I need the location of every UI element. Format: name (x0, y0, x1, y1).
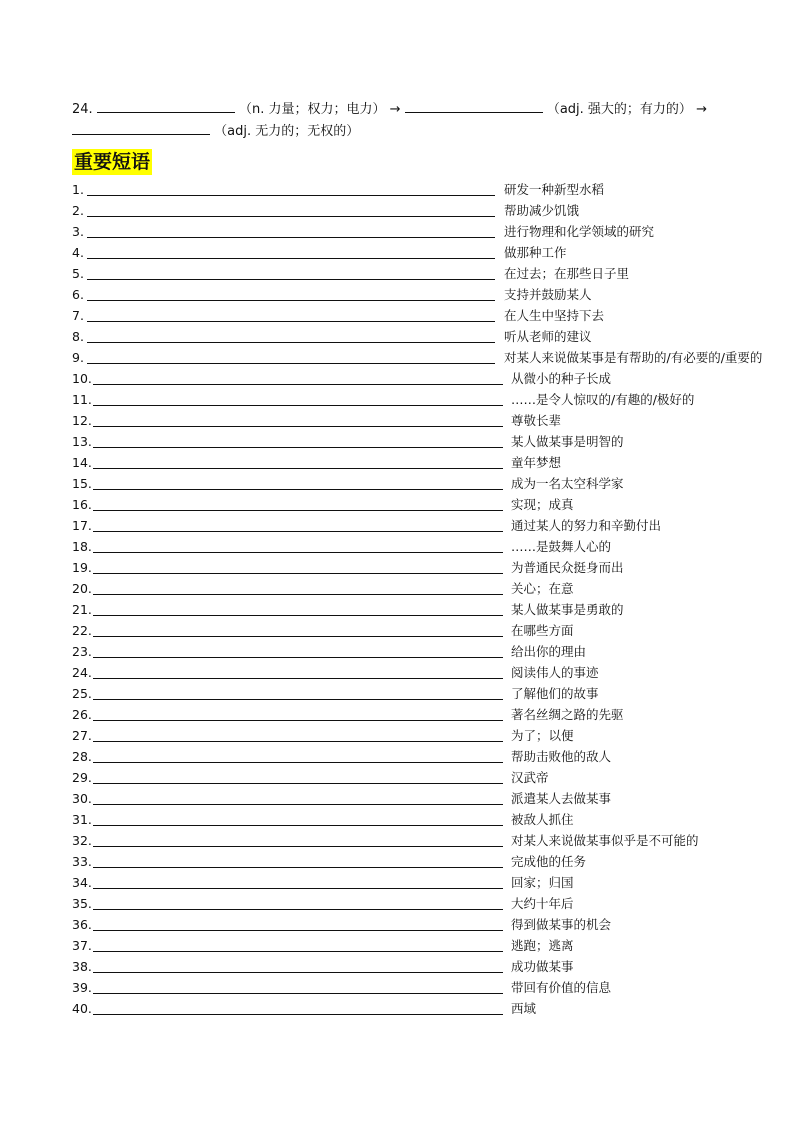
phrase-answer-blank[interactable] (93, 573, 503, 574)
phrase-number: 30. (72, 791, 92, 806)
phrase-meaning: 尊敬长辈 (511, 413, 562, 428)
phrase-answer-blank[interactable] (93, 951, 503, 952)
phrase-row (72, 830, 732, 851)
phrase-row (72, 893, 732, 914)
phrase-row (72, 452, 732, 473)
phrase-row (72, 389, 732, 410)
phrase-number: 27. (72, 728, 92, 743)
phrase-row (72, 263, 732, 284)
phrase-answer-blank[interactable] (93, 783, 503, 784)
phrase-meaning: ……是鼓舞人心的 (511, 539, 612, 554)
phrase-answer-blank[interactable] (93, 846, 503, 847)
phrase-row (72, 431, 732, 452)
phrase-answer-blank[interactable] (87, 300, 495, 301)
phrase-answer-blank[interactable] (93, 657, 503, 658)
phrase-answer-blank[interactable] (93, 741, 503, 742)
phrase-answer-blank[interactable] (87, 216, 495, 217)
phrase-answer-blank[interactable] (93, 867, 503, 868)
phrase-answer-blank[interactable] (93, 930, 503, 931)
phrase-answer-blank[interactable] (93, 615, 503, 616)
phrase-meaning: 给出你的理由 (511, 644, 587, 659)
phrase-row (72, 788, 732, 809)
phrase-answer-blank[interactable] (93, 384, 503, 385)
phrase-number: 39. (72, 980, 92, 995)
phrase-meaning: 对某人来说做某事似乎是不可能的 (511, 833, 699, 848)
phrase-row (72, 515, 732, 536)
adjective-2-answer-blank[interactable] (72, 120, 210, 135)
phrase-row (72, 977, 732, 998)
phrase-number: 16. (72, 497, 92, 512)
phrase-meaning: 在哪些方面 (511, 623, 574, 638)
phrase-number: 33. (72, 854, 92, 869)
phrase-number: 34. (72, 875, 92, 890)
arrow-right-icon: → (696, 102, 707, 117)
phrase-answer-blank[interactable] (87, 321, 495, 322)
phrase-answer-blank[interactable] (87, 342, 495, 343)
phrase-row (72, 473, 732, 494)
phrase-row (72, 536, 732, 557)
phrase-number: 22. (72, 623, 92, 638)
phrase-row (72, 242, 732, 263)
phrase-answer-blank[interactable] (87, 363, 495, 364)
phrase-answer-blank[interactable] (93, 720, 503, 721)
phrase-meaning: 帮助击败他的敌人 (511, 749, 612, 764)
phrase-answer-blank[interactable] (93, 405, 503, 406)
phrase-meaning: 带回有价值的信息 (511, 980, 612, 995)
phrase-row (72, 179, 732, 200)
phrase-meaning: 得到做某事的机会 (511, 917, 612, 932)
phrase-row (72, 641, 732, 662)
phrase-answer-blank[interactable] (93, 678, 503, 679)
phrase-number: 26. (72, 707, 92, 722)
phrase-row (72, 914, 732, 935)
phrase-meaning: 在过去；在那些日子里 (504, 266, 630, 281)
vocab-item-number: 24. (72, 102, 93, 117)
phrase-number: 8. (72, 329, 84, 344)
phrase-answer-blank[interactable] (93, 909, 503, 910)
phrase-row (72, 746, 732, 767)
phrase-answer-blank[interactable] (93, 426, 503, 427)
phrase-row (72, 956, 732, 977)
phrase-row (72, 704, 732, 725)
phrase-meaning: 对某人来说做某事是有帮助的/有必要的/重要的 (504, 350, 763, 365)
phrase-row (72, 347, 763, 368)
phrase-meaning: ……是令人惊叹的/有趣的/极好的 (511, 392, 695, 407)
phrase-row (72, 599, 732, 620)
phrase-row (72, 851, 732, 872)
phrase-number: 25. (72, 686, 92, 701)
phrase-answer-blank[interactable] (87, 258, 495, 259)
noun-gloss: （n. 力量；权力；电力） (238, 102, 386, 117)
phrase-number: 10. (72, 371, 92, 386)
phrase-number: 14. (72, 455, 92, 470)
phrase-number: 20. (72, 581, 92, 596)
phrase-row (72, 494, 732, 515)
phrase-number: 6. (72, 287, 84, 302)
phrase-answer-blank[interactable] (93, 888, 503, 889)
phrase-row (72, 662, 732, 683)
phrase-answer-blank[interactable] (93, 552, 503, 553)
phrase-answer-blank[interactable] (93, 825, 503, 826)
phrase-row (72, 200, 732, 221)
phrase-meaning: 回家；归国 (511, 875, 574, 890)
phrase-number: 40. (72, 1001, 92, 1016)
adjective-1-answer-blank[interactable] (405, 98, 543, 113)
phrase-number: 9. (72, 350, 84, 365)
phrase-number: 37. (72, 938, 92, 953)
phrase-number: 21. (72, 602, 92, 617)
phrase-answer-blank[interactable] (93, 531, 503, 532)
vocab-item-24 (72, 98, 732, 142)
phrase-number: 28. (72, 749, 92, 764)
phrase-number: 12. (72, 413, 92, 428)
phrase-answer-blank[interactable] (87, 195, 495, 196)
phrase-answer-blank[interactable] (93, 636, 503, 637)
phrase-number: 29. (72, 770, 92, 785)
phrase-row (72, 767, 732, 788)
phrase-row (72, 872, 732, 893)
phrase-meaning: 研发一种新型水稻 (504, 182, 605, 197)
phrase-meaning: 汉武帝 (511, 770, 549, 785)
phrase-meaning: 某人做某事是勇敢的 (511, 602, 624, 617)
phrase-meaning: 做那种工作 (504, 245, 567, 260)
phrase-meaning: 从微小的种子长成 (511, 371, 612, 386)
phrase-meaning: 逃跑；逃离 (511, 938, 574, 953)
phrase-number: 2. (72, 203, 84, 218)
phrase-meaning: 在人生中坚持下去 (504, 308, 605, 323)
phrase-answer-blank[interactable] (93, 993, 503, 994)
phrase-row (72, 284, 732, 305)
phrase-answer-blank[interactable] (93, 447, 503, 448)
phrase-answer-blank[interactable] (93, 510, 503, 511)
phrase-number: 3. (72, 224, 84, 239)
phrase-meaning: 被敌人抓住 (511, 812, 574, 827)
phrase-number: 24. (72, 665, 92, 680)
phrase-number: 38. (72, 959, 92, 974)
phrase-number: 31. (72, 812, 92, 827)
phrase-number: 23. (72, 644, 92, 659)
phrase-meaning: 成功做某事 (511, 959, 574, 974)
phrase-answer-blank[interactable] (93, 468, 503, 469)
phrase-answer-blank[interactable] (93, 762, 503, 763)
phrase-meaning: 实现；成真 (511, 497, 574, 512)
phrase-number: 15. (72, 476, 92, 491)
phrase-number: 32. (72, 833, 92, 848)
phrase-number: 36. (72, 917, 92, 932)
phrase-row (72, 410, 732, 431)
phrase-number: 17. (72, 518, 92, 533)
noun-answer-blank[interactable] (97, 98, 235, 113)
adjective-2-gloss: （adj. 无力的；无权的） (214, 124, 360, 139)
phrase-number: 19. (72, 560, 92, 575)
phrase-row (72, 368, 732, 389)
phrase-row (72, 935, 732, 956)
phrase-number: 18. (72, 539, 92, 554)
section-title-important-phrases: 重要短语 (74, 151, 151, 173)
phrase-number: 4. (72, 245, 84, 260)
adjective-1-gloss: （adj. 强大的；有力的） (546, 102, 692, 117)
phrase-meaning: 进行物理和化学领域的研究 (504, 224, 655, 239)
phrase-number: 35. (72, 896, 92, 911)
phrase-meaning: 童年梦想 (511, 455, 562, 470)
phrase-meaning: 通过某人的努力和辛勤付出 (511, 518, 662, 533)
phrase-number: 13. (72, 434, 92, 449)
phrase-row (72, 998, 732, 1019)
phrase-answer-blank[interactable] (87, 237, 495, 238)
phrase-answer-blank[interactable] (93, 699, 503, 700)
phrase-meaning: 关心；在意 (511, 581, 574, 596)
phrase-number: 7. (72, 308, 84, 323)
phrase-meaning: 成为一名太空科学家 (511, 476, 624, 491)
phrase-meaning: 西域 (511, 1001, 537, 1016)
phrase-row (72, 221, 732, 242)
phrase-meaning: 阅读伟人的事迹 (511, 665, 599, 680)
vocab-item-24-line-1 (72, 98, 732, 120)
phrase-meaning: 帮助减少饥饿 (504, 203, 580, 218)
phrase-meaning: 派遣某人去做某事 (511, 791, 612, 806)
phrase-number: 1. (72, 182, 84, 197)
phrase-meaning: 某人做某事是明智的 (511, 434, 624, 449)
phrase-meaning: 为了；以便 (511, 728, 574, 743)
phrase-meaning: 完成他的任务 (511, 854, 587, 869)
phrase-number: 5. (72, 266, 84, 281)
phrase-row (72, 326, 732, 347)
phrase-answer-blank[interactable] (93, 804, 503, 805)
phrase-row (72, 620, 732, 641)
phrase-row (72, 557, 732, 578)
phrase-meaning: 了解他们的故事 (511, 686, 599, 701)
phrase-row (72, 578, 732, 599)
vocab-item-24-line-2 (72, 120, 732, 142)
phrase-number: 11. (72, 392, 92, 407)
phrase-row (72, 809, 732, 830)
phrase-meaning: 听从老师的建议 (504, 329, 592, 344)
phrase-answer-blank[interactable] (93, 489, 503, 490)
phrase-row (72, 305, 732, 326)
phrase-meaning: 著名丝绸之路的先驱 (511, 707, 624, 722)
phrase-row (72, 683, 732, 704)
phrase-list (72, 179, 763, 1019)
phrase-meaning: 大约十年后 (511, 896, 574, 911)
phrase-answer-blank[interactable] (87, 279, 495, 280)
arrow-right-icon: → (389, 102, 401, 117)
phrase-answer-blank[interactable] (93, 1014, 503, 1015)
phrase-meaning: 支持并鼓励某人 (504, 287, 592, 302)
phrase-row (72, 725, 732, 746)
phrase-answer-blank[interactable] (93, 972, 503, 973)
phrase-answer-blank[interactable] (93, 594, 503, 595)
phrase-meaning: 为普通民众挺身而出 (511, 560, 624, 575)
